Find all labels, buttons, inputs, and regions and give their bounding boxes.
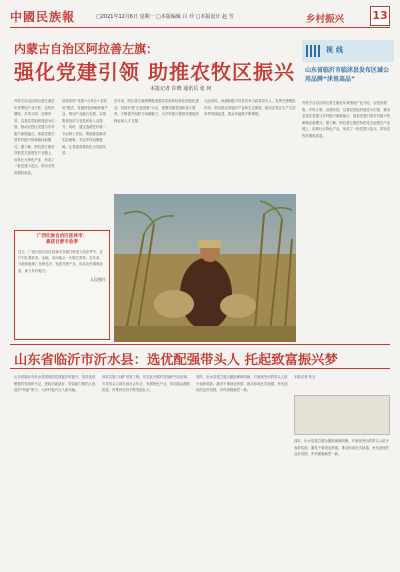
article2-column-3: 同时，沂水县建立健全激励保障机制，对表现突出的带头人给予表彰奖励，激发干事创业热情，推动形成比学赶超、争先创优的良好氛围，乡村面貌焕然一新。: [196, 375, 288, 392]
headline-underline: [10, 368, 390, 369]
sidebar-banner: [302, 40, 394, 62]
photo-caption-body: 近日，广西壮族自治区桂林市各地甘蔗进入收获季节，农户们忙着砍收、运输，田间地头一片繁忙景象。近年来，当地积极推广良种良法，发展甘蔗产业，带动农民增收致富，助力乡村振兴。: [18, 250, 103, 273]
author-photo: [294, 395, 390, 435]
article2-byline: 本报记者 张玉: [294, 375, 316, 379]
section-title: 乡村振兴: [306, 14, 345, 25]
sidebar-label: 视线: [326, 46, 346, 54]
article2-headline: 山东省临沂市沂水县：选优配强带头人 托起致富振兴梦: [14, 353, 338, 368]
article1-column-2: 该旗坚持“党建+合作社+农牧民”模式，发展特色种植养殖产业，推动产业融合发展，实现集体经济与农牧民收入双提升。同时，通过选派驻村第一书记和工作队，帮助基层解决实际困难，夯实乡村治理基础，让党建成果转化为发展实效。: [62, 99, 108, 155]
article1-byline: 本报记者 许晓 通讯员 张 珂: [150, 86, 212, 92]
masthead: [10, 6, 390, 28]
article2-column-4: 同时，沂水县建立健全激励保障机制，对表现突出的带头人给予表彰奖励，激发干事创业热情，推动形成比学赶超、争先创优的良好氛围，乡村面貌焕然一新。: [294, 439, 389, 456]
barcode-icon: [306, 45, 322, 57]
article1-headline: 强化党建引领 助推农牧区振兴: [14, 60, 295, 84]
page-number: 13: [370, 6, 390, 26]
sidebar-body: 内蒙古自治区阿拉善左旗近年来围绕产业兴旺、农牧民增收、乡风文明、治理有效，以基层党组织建设为引领，推动农牧区党建与乡村振兴深度融合，探索党建引领乡村振兴的新路径新模式。据了解，阿拉善左旗坚持把党支部建在产业链上，培育壮大特色产业，形成了一批党建示范点，带动农牧民增收致富。: [302, 101, 391, 138]
section-divider: [10, 344, 390, 345]
photo-caption-title: 广西壮族自治区桂林市： 喜获甘蔗丰收季: [36, 234, 88, 245]
sidebar-title: 山东省临沂市临沭县发布区域公用品牌“沭里高品”: [305, 67, 390, 83]
date-line: □2021年12月6日 星期一 □本版编辑 吕 玲 □本版设计 赵 雪: [96, 14, 234, 20]
article2-column-1: 山东省临沂市沂水县围绕抓党建促乡村振兴，坚持选优配强村党组织书记，把政治素质好、带富能力强的人选进村“两委”班子，为乡村振兴注入新动能。: [14, 375, 96, 392]
article1-kicker: 内蒙古自治区阿拉善左旗：: [14, 42, 159, 56]
photo-caption-box: [14, 230, 110, 340]
article1-column-4: 与此同时，该旗积极引导党员争当致富带头人，发挥先锋模范作用，带动群众发展沙产业和生态旅游，推动农牧区生产生活条件持续改善，群众幸福感不断增强。: [204, 99, 296, 116]
photo-credit: 人民图片: [90, 276, 106, 282]
newspaper-logo: 中國民族報: [10, 10, 76, 24]
article1-column-3: 近年来，阿拉善左旗统筹推进基层党组织标准化规范化建设，持续开展“红色领航”行动，建强村级党组织战斗堡垒，不断提升组织力和凝聚力，为乡村振兴提供坚强组织保证和人才支撑。: [114, 99, 199, 123]
sugarcane-harvest-photo: [114, 194, 296, 342]
article1-column-1: 内蒙古自治区阿拉善左旗近年来围绕产业兴旺、农牧民增收、乡风文明、治理有效，以基层党组织建设为引领，推动农牧区党建与乡村振兴深度融合，探索党建引领乡村振兴的新路径新模式。据了解，阿拉善左旗坚持把党支部建在产业链上，培育壮大特色产业，形成了一批党建示范点，带动农牧民增收致富。: [14, 99, 55, 175]
article2-column-2: 该县实施“头雁”培育工程，常态化开展村党组织书记培训，引导带头人领办创办合作社，发展特色产业，带动群众增收致富，村集体经济不断发展壮大。: [102, 375, 191, 392]
